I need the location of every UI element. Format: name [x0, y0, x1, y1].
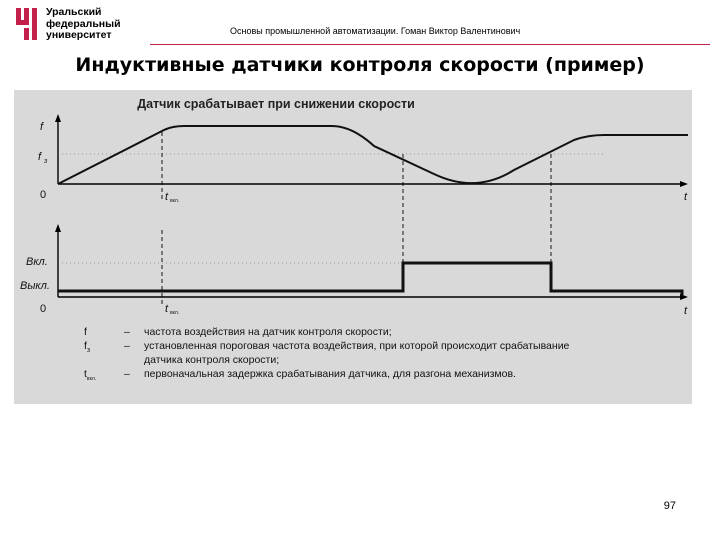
bottom-marker-label: t [165, 303, 169, 315]
legend-description-cont: датчика контроля скорости; [144, 354, 280, 366]
threshold-label-sub: з [44, 158, 48, 165]
university-logo [14, 6, 144, 42]
bottom-x-label: t [684, 305, 688, 317]
legend-symbol-main: t [84, 368, 87, 380]
top-marker-label-sub: вкл. [170, 198, 180, 204]
legend-symbol-sub: вкл. [86, 376, 97, 383]
top-y-label: f [40, 121, 44, 133]
top-y-arrow [55, 114, 61, 122]
legend-dash: – [124, 326, 130, 338]
diagram-svg [14, 90, 692, 404]
off-state-label: Выкл. [20, 280, 50, 292]
diagram-title: Датчик срабатывает при снижении скорости [137, 97, 415, 111]
top-marker-label: t [165, 191, 169, 203]
header-divider [150, 44, 710, 45]
bottom-plot [20, 224, 688, 317]
on-state-label: Вкл. [26, 256, 48, 268]
legend-symbol [84, 368, 96, 382]
legend-symbol-main: f [84, 340, 87, 352]
bottom-zero-label: 0 [40, 303, 47, 315]
legend-symbol: f [84, 326, 87, 338]
top-x-label: t [684, 191, 688, 203]
sensor-diagram [14, 90, 692, 404]
legend-description: установленная пороговая частота воздействия, при которой происходит срабатывание [144, 340, 570, 352]
top-x-arrow [680, 181, 688, 187]
threshold-label: f [38, 151, 42, 163]
bottom-marker-label-sub: вкл. [170, 310, 180, 316]
legend-symbol [84, 340, 90, 354]
sensor-state-waveform [58, 263, 682, 296]
top-zero-label: 0 [40, 189, 47, 201]
legend-symbol-sub: з [86, 347, 91, 355]
legend-dash: – [124, 368, 130, 380]
university-logo-mark [14, 6, 42, 42]
course-header: Основы промышленной автоматизации. Гоман Виктор Валентинович [230, 26, 521, 36]
frequency-curve [58, 126, 688, 184]
university-name: Уральский федеральный университет [46, 6, 121, 41]
legend-description: первоначальная задержка срабатывания датчика, для разгона механизмов. [144, 368, 516, 380]
top-plot [38, 114, 688, 294]
legend-description: частота воздействия на датчик контроля скорости; [144, 326, 392, 338]
page-number: 97 [663, 500, 676, 512]
slide-title: Индуктивные датчики контроля скорости (пример) [75, 54, 645, 76]
legend-dash: – [124, 340, 130, 352]
bottom-y-arrow [55, 224, 61, 232]
